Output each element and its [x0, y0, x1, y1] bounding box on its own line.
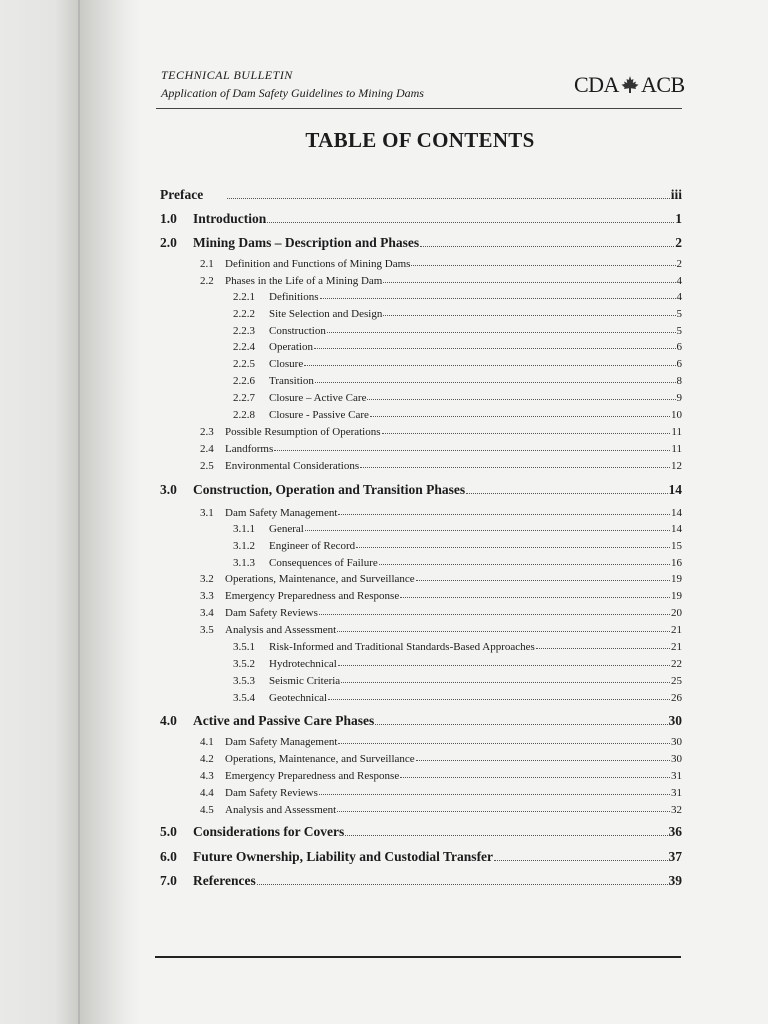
- header-divider: [156, 108, 682, 109]
- toc-entry[interactable]: [200, 443, 682, 455]
- cda-acb-logo: [574, 72, 685, 98]
- toc-entry-number: 2.2.1: [233, 291, 255, 303]
- toc-entry-title: Operation: [269, 341, 313, 353]
- toc-entry[interactable]: [200, 275, 682, 287]
- toc-entry[interactable]: [233, 341, 682, 353]
- toc-entry[interactable]: [200, 590, 682, 602]
- toc-entry-number: 3.2: [200, 573, 214, 585]
- toc-leader-dots: [305, 530, 670, 531]
- toc-leader-dots: [338, 665, 670, 666]
- toc-leader-dots: [320, 298, 676, 299]
- toc-entry[interactable]: [233, 675, 682, 687]
- toc-entry-number: 4.1: [200, 736, 214, 748]
- toc-entry-number: 3.5: [200, 624, 214, 636]
- toc-entry-title: Landforms: [225, 443, 274, 455]
- toc-leader-dots: [341, 682, 670, 683]
- toc-entry-title: Considerations for Covers: [193, 824, 345, 839]
- toc-entry-number: 5.0: [160, 824, 177, 839]
- toc-entry[interactable]: [160, 824, 682, 840]
- toc-entry-title: Site Selection and Design: [269, 308, 383, 320]
- toc-entry-title: References: [193, 873, 256, 888]
- toc-leader-dots: [466, 493, 667, 494]
- toc-leader-dots: [319, 614, 670, 615]
- toc-entry-number: 2.2.2: [233, 308, 255, 320]
- toc-entry-page: 6: [676, 341, 682, 353]
- toc-entry[interactable]: [200, 753, 682, 765]
- toc-entry-number: 3.3: [200, 590, 214, 602]
- toc-entry-page: 4: [676, 275, 682, 287]
- toc-entry[interactable]: [200, 460, 682, 472]
- toc-entry[interactable]: [160, 235, 682, 251]
- toc-entry-title: Construction, Operation and Transition Phases: [193, 482, 466, 497]
- toc-entry-page: 5: [676, 308, 682, 320]
- toc-entry-title: Geotechnical: [269, 692, 328, 704]
- toc-entry-title: Dam Safety Management: [225, 736, 338, 748]
- toc-entry-number: 2.5: [200, 460, 214, 472]
- toc-leader-dots: [379, 564, 670, 565]
- toc-entry-number: 3.0: [160, 482, 177, 497]
- toc-entry[interactable]: [200, 507, 682, 519]
- toc-entry-page: 31: [671, 787, 682, 799]
- toc-entry-title: Definitions: [269, 291, 319, 303]
- toc-entry-number: Preface: [160, 187, 204, 202]
- toc-leader-dots: [370, 416, 670, 417]
- toc-entry[interactable]: [233, 557, 682, 569]
- toc-entry[interactable]: [233, 692, 682, 704]
- toc-entry[interactable]: [200, 736, 682, 748]
- toc-entry-title: Possible Resumption of Operations: [225, 426, 381, 438]
- toc-leader-dots: [411, 265, 675, 266]
- header-subtitle: Application of Dam Safety Guidelines to Mining Dams: [161, 86, 424, 100]
- toc-entry-page: 5: [676, 325, 682, 337]
- toc-entry[interactable]: [160, 873, 682, 889]
- toc-entry-title: Closure: [269, 358, 304, 370]
- toc-entry-number: 3.1.3: [233, 557, 255, 569]
- toc-entry-title: Construction: [269, 325, 326, 337]
- toc-entry[interactable]: [160, 187, 682, 203]
- toc-entry-number: 2.2: [200, 275, 214, 287]
- toc-leader-dots: [536, 648, 670, 649]
- toc-entry-title: Dam Safety Management: [225, 507, 338, 519]
- toc-entry-page: 14: [671, 507, 682, 519]
- toc-entry-page: 30: [671, 753, 682, 765]
- toc-entry-number: 3.5.4: [233, 692, 255, 704]
- toc-entry[interactable]: [233, 308, 682, 320]
- logo-text-right: ACB: [640, 72, 685, 97]
- footer-divider: [155, 956, 681, 958]
- toc-entry-page: 21: [671, 641, 682, 653]
- toc-entry[interactable]: [200, 787, 682, 799]
- toc-leader-dots: [356, 547, 670, 548]
- toc-entry-page: 22: [671, 658, 682, 670]
- toc-entry-title: Closure - Passive Care: [269, 409, 369, 421]
- toc-entry[interactable]: [233, 409, 682, 421]
- toc-leader-dots: [314, 348, 676, 349]
- toc-entry-page: 20: [671, 607, 682, 619]
- toc-entry-number: 2.2.5: [233, 358, 255, 370]
- toc-entry-number: 4.2: [200, 753, 214, 765]
- toc-leader-dots: [345, 835, 667, 836]
- toc-entry-page: 8: [676, 375, 682, 387]
- toc-entry[interactable]: [160, 849, 682, 865]
- toc-entry[interactable]: [233, 325, 682, 337]
- toc-leader-dots: [338, 743, 670, 744]
- toc-entry[interactable]: [200, 624, 682, 636]
- toc-entry-number: 3.1.1: [233, 523, 255, 535]
- toc-entry-title: Active and Passive Care Phases: [193, 713, 375, 728]
- toc-leader-dots: [274, 450, 670, 451]
- toc-entry-title: Closure – Active Care: [269, 392, 367, 404]
- toc-entry-number: 4.4: [200, 787, 214, 799]
- toc-leader-dots: [375, 724, 667, 725]
- toc-entry-number: 2.2.8: [233, 409, 255, 421]
- toc-entry[interactable]: [160, 211, 682, 227]
- toc-entry[interactable]: [233, 641, 682, 653]
- toc-entry[interactable]: [233, 291, 682, 303]
- toc-entry[interactable]: [200, 770, 682, 782]
- toc-entry-title: Environmental Considerations: [225, 460, 360, 472]
- toc-entry-page: 10: [671, 409, 682, 421]
- toc-entry[interactable]: [200, 573, 682, 585]
- toc-entry-number: 2.2.3: [233, 325, 255, 337]
- toc-leader-dots: [328, 699, 670, 700]
- toc-leader-dots: [227, 198, 670, 199]
- toc-entry-number: 3.5.1: [233, 641, 255, 653]
- toc-entry-page: 39: [668, 873, 682, 888]
- toc-leader-dots: [337, 631, 670, 632]
- toc-entry-title: Analysis and Assessment: [225, 624, 337, 636]
- toc-entry-title: Operations, Maintenance, and Surveillance: [225, 753, 415, 765]
- toc-entry-number: 7.0: [160, 873, 177, 888]
- toc-leader-dots: [383, 315, 675, 316]
- toc-entry-page: 16: [671, 557, 682, 569]
- toc-entry-page: 4: [676, 291, 682, 303]
- toc-leader-dots: [400, 777, 670, 778]
- toc-entry[interactable]: [233, 523, 682, 535]
- toc-entry-page: 12: [671, 460, 682, 472]
- toc-leader-dots: [267, 222, 674, 223]
- toc-entry-number: 2.0: [160, 235, 177, 250]
- toc-entry-page: 11: [671, 443, 682, 455]
- toc-entry-title: Definition and Functions of Mining Dams: [225, 258, 411, 270]
- toc-entry-page: 15: [671, 540, 682, 552]
- page-title: TABLE OF CONTENTS: [305, 128, 535, 152]
- toc-leader-dots: [400, 597, 670, 598]
- toc-entry-number: 1.0: [160, 211, 177, 226]
- toc-entry-title: Consequences of Failure: [269, 557, 378, 569]
- toc-entry-number: 3.4: [200, 607, 214, 619]
- toc-entry-title: Risk-Informed and Traditional Standards-Based Approaches: [269, 641, 535, 653]
- toc-entry-page: 11: [671, 426, 682, 438]
- toc-entry[interactable]: [233, 375, 682, 387]
- toc-entry-title: Operations, Maintenance, and Surveillance: [225, 573, 415, 585]
- toc-entry-number: 4.5: [200, 804, 214, 816]
- toc-entry-page: 26: [671, 692, 682, 704]
- toc-entry[interactable]: [200, 804, 682, 816]
- toc-leader-dots: [420, 246, 674, 247]
- toc-entry-page: 14: [671, 523, 682, 535]
- toc-entry[interactable]: [160, 482, 682, 498]
- toc-entry-number: 4.3: [200, 770, 214, 782]
- toc-entry-title: Engineer of Record: [269, 540, 356, 552]
- toc-entry-title: Mining Dams – Description and Phases: [193, 235, 420, 250]
- toc-entry[interactable]: [200, 258, 682, 270]
- toc-entry-number: 3.1: [200, 507, 214, 519]
- toc-entry[interactable]: [233, 540, 682, 552]
- toc-entry-number: 3.1.2: [233, 540, 255, 552]
- toc-leader-dots: [360, 467, 670, 468]
- toc-entry-page: 2: [676, 258, 682, 270]
- toc-entry-page: 37: [668, 849, 682, 864]
- toc-entry-title: Dam Safety Reviews: [225, 787, 318, 799]
- toc-entry-title: Emergency Preparedness and Response: [225, 590, 400, 602]
- toc-entry-page: 32: [671, 804, 682, 816]
- toc-entry-title: Phases in the Life of a Mining Dam: [225, 275, 383, 287]
- toc-entry-number: 2.2.4: [233, 341, 255, 353]
- toc-entry-page: 25: [671, 675, 682, 687]
- toc-entry-number: 2.4: [200, 443, 214, 455]
- toc-entry-number: 3.5.3: [233, 675, 255, 687]
- toc-entry-page: 21: [671, 624, 682, 636]
- toc-leader-dots: [416, 760, 670, 761]
- toc-entry-number: 2.3: [200, 426, 214, 438]
- toc-entry[interactable]: [233, 392, 682, 404]
- toc-entry-page: 19: [671, 590, 682, 602]
- toc-entry[interactable]: [233, 658, 682, 670]
- toc-leader-dots: [416, 580, 670, 581]
- toc-leader-dots: [257, 884, 668, 885]
- toc-entry-title: Introduction: [193, 211, 267, 226]
- toc-entry-page: 2: [675, 235, 682, 250]
- toc-leader-dots: [315, 382, 676, 383]
- toc-entry[interactable]: [200, 607, 682, 619]
- toc-entry-page: 30: [671, 736, 682, 748]
- toc-entry-number: 6.0: [160, 849, 177, 864]
- toc-entry-page: 36: [668, 824, 682, 839]
- header-bulletin: TECHNICAL BULLETIN: [161, 68, 293, 82]
- toc-leader-dots: [382, 433, 671, 434]
- toc-entry-page: 14: [668, 482, 682, 497]
- toc-entry-title: Future Ownership, Liability and Custodial Transfer: [193, 849, 494, 864]
- toc-leader-dots: [367, 399, 675, 400]
- toc-entry-page: 9: [676, 392, 682, 404]
- toc-entry-number: 3.5.2: [233, 658, 255, 670]
- toc-leader-dots: [494, 860, 667, 861]
- toc-entry-title: Hydrotechnical: [269, 658, 337, 670]
- toc-leader-dots: [327, 332, 676, 333]
- toc-leader-dots: [338, 514, 670, 515]
- toc-entry-number: 2.2.6: [233, 375, 255, 387]
- toc-entry[interactable]: [200, 426, 682, 438]
- toc-entry[interactable]: [160, 713, 682, 729]
- toc-entry-page: 6: [676, 358, 682, 370]
- toc-entry-title: Emergency Preparedness and Response: [225, 770, 400, 782]
- toc-entry-page: 19: [671, 573, 682, 585]
- toc-leader-dots: [304, 365, 675, 366]
- toc-entry-number: 2.2.7: [233, 392, 255, 404]
- toc-entry-title: Seismic Criteria: [269, 675, 341, 687]
- toc-leader-dots: [337, 811, 670, 812]
- toc-entry-page: 30: [668, 713, 682, 728]
- toc-entry-number: 2.1: [200, 258, 214, 270]
- toc-entry-number: 4.0: [160, 713, 177, 728]
- toc-entry-page: 31: [671, 770, 682, 782]
- logo-text-left: CDA: [574, 72, 619, 97]
- toc-entry-title: Analysis and Assessment: [225, 804, 337, 816]
- toc-entry-title: General: [269, 523, 304, 535]
- maple-leaf-icon: [620, 75, 640, 95]
- toc-entry-title: Dam Safety Reviews: [225, 607, 318, 619]
- toc-leader-dots: [383, 282, 675, 283]
- toc-entry-title: Transition: [269, 375, 314, 387]
- toc-entry-page: 1: [675, 211, 682, 226]
- toc-leader-dots: [319, 794, 670, 795]
- toc-entry[interactable]: [233, 358, 682, 370]
- toc-entry-page: iii: [670, 187, 682, 202]
